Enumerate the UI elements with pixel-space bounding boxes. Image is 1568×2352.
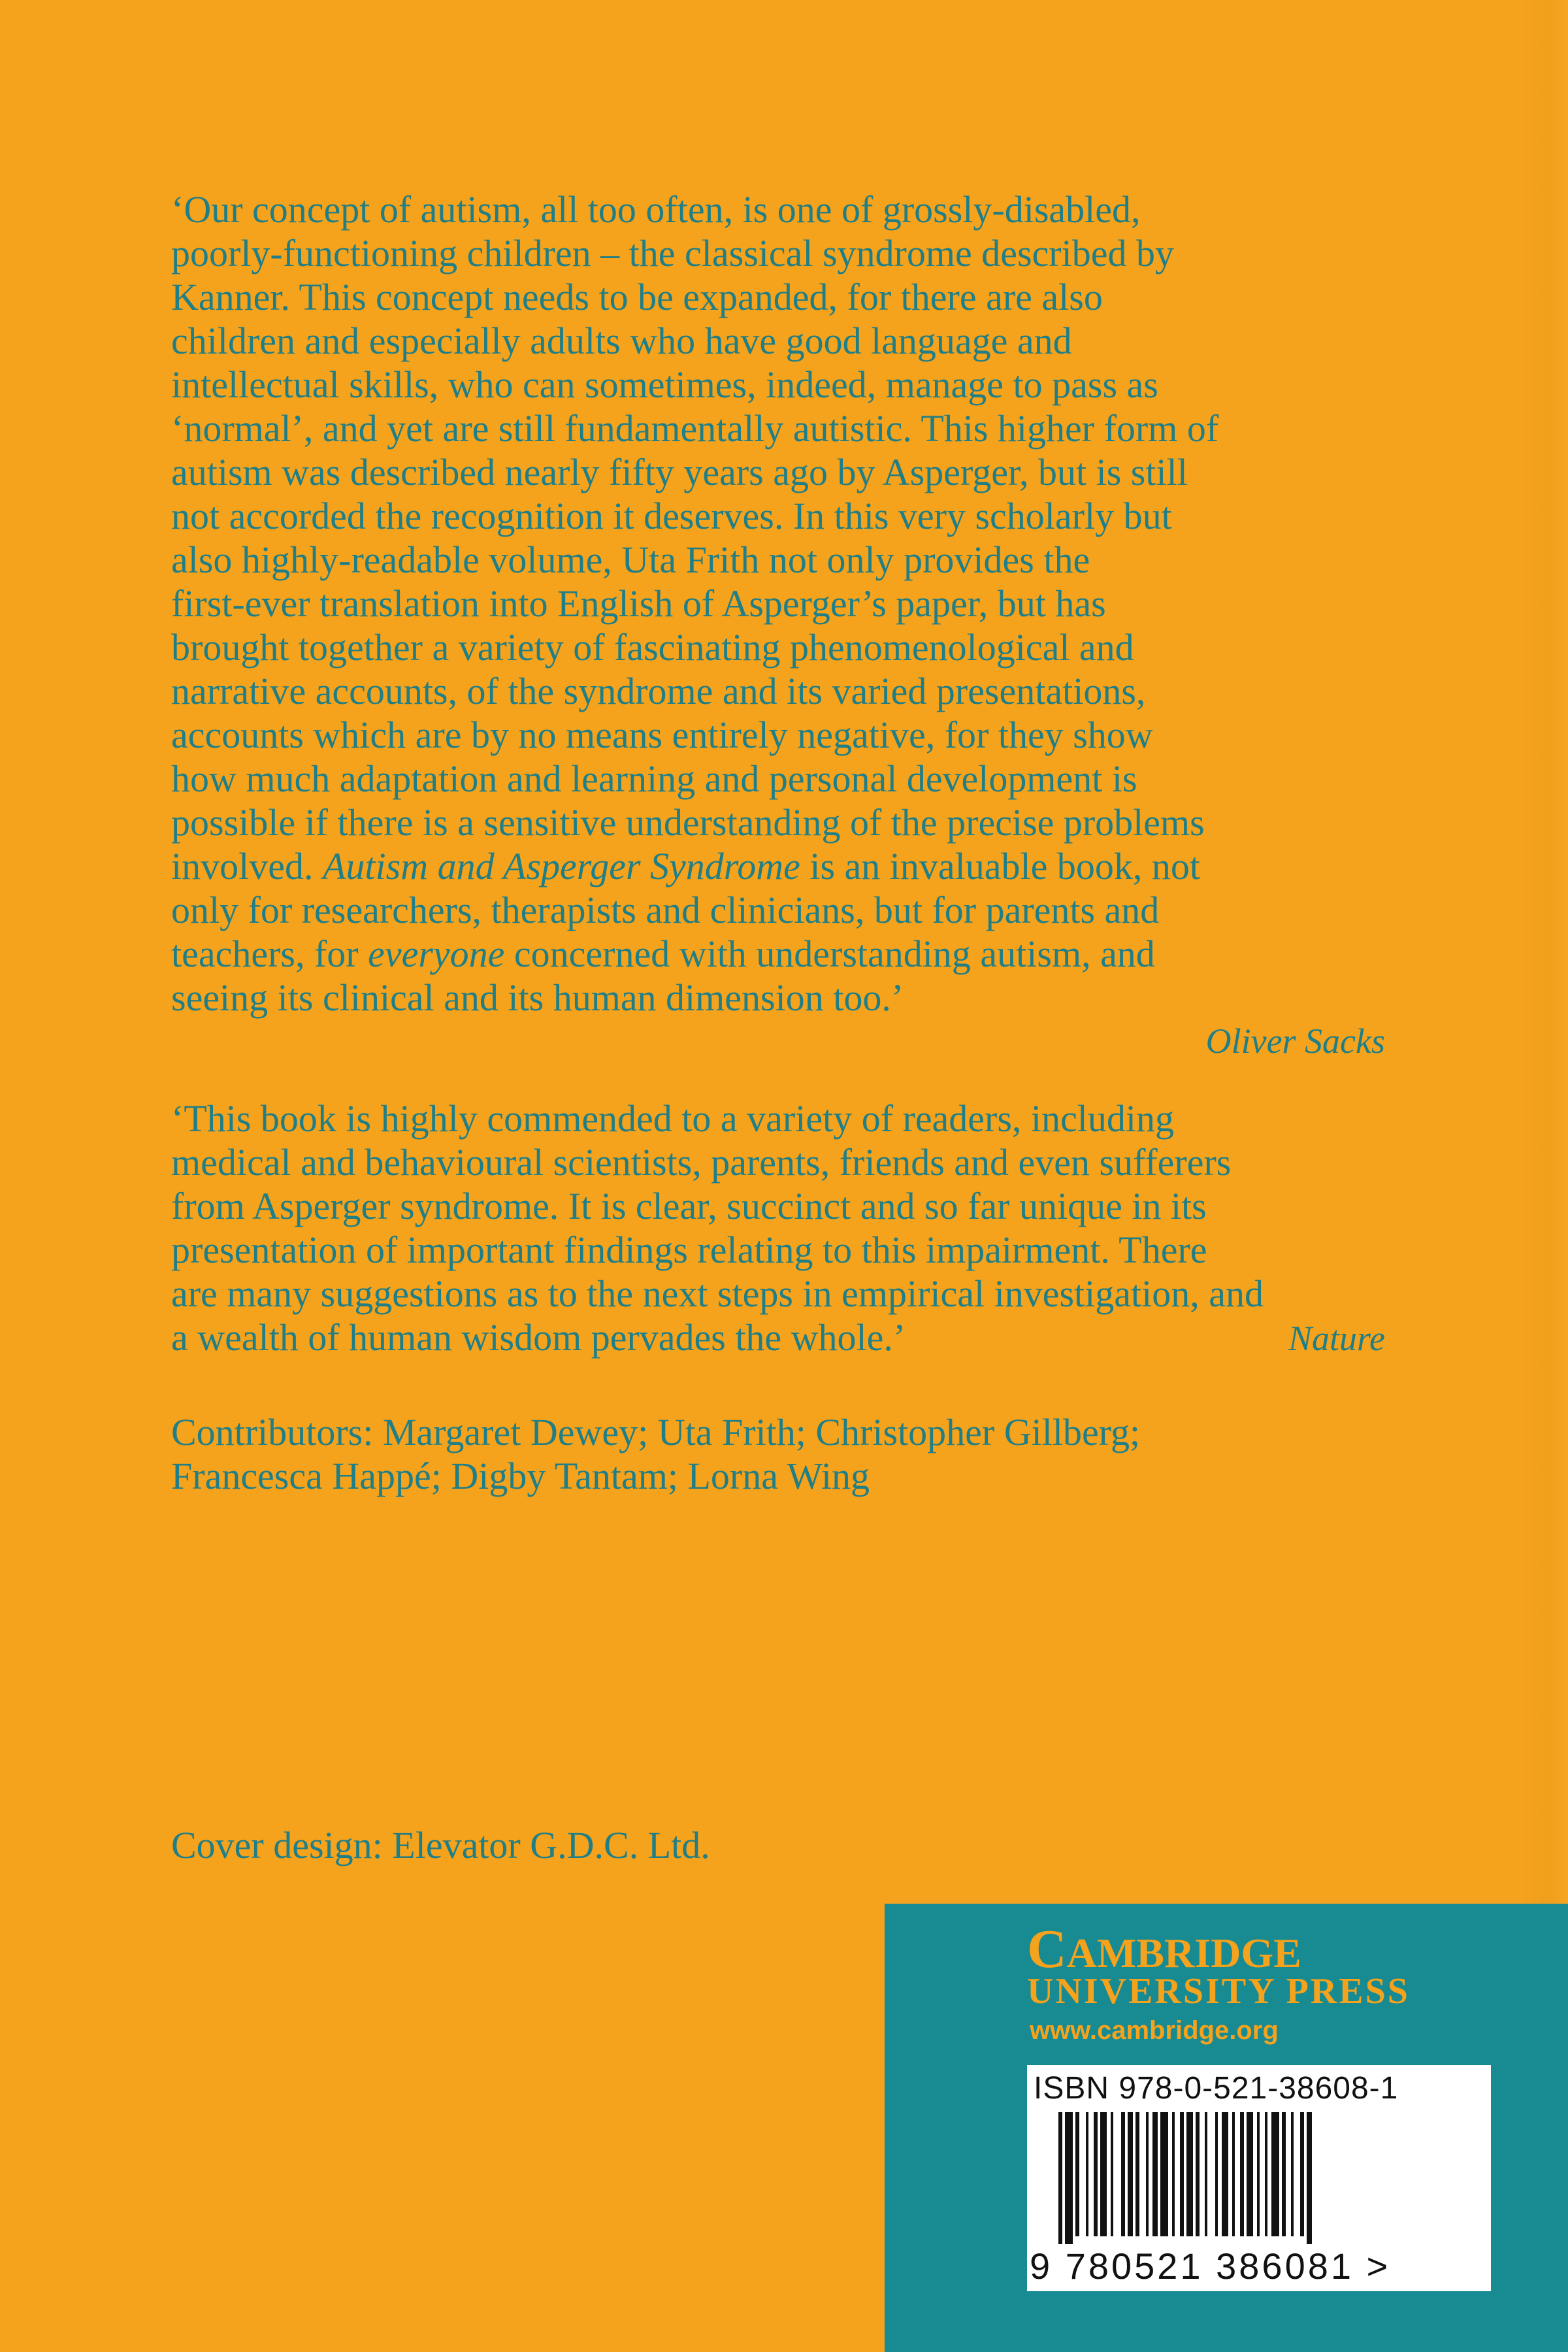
quote-line: only for researchers, therapists and clinicians, but for parents and xyxy=(171,889,1160,931)
quote-line: not accorded the recognition it deserves. In this very scholarly but xyxy=(171,495,1172,537)
quote-line: possible if there is a sensitive understanding of the precise problems xyxy=(171,801,1205,844)
oliver-sacks-quote xyxy=(171,188,1385,1063)
quote-line-pre: teachers, for xyxy=(171,933,368,975)
barcode-bar xyxy=(1271,2112,1279,2236)
barcode-bar xyxy=(1247,2112,1253,2236)
quote-line-post: is an invaluable book, not xyxy=(800,845,1200,887)
quote-line: presentation of important findings relating to this impairment. There xyxy=(171,1229,1207,1271)
barcode-bar xyxy=(1086,2112,1088,2236)
quote-line: ‘Our concept of autism, all too often, is one of grossly-disabled, xyxy=(171,188,1141,231)
quote-line: medical and behavioural scientists, parents, friends and even sufferers xyxy=(171,1141,1232,1184)
quote-text xyxy=(171,188,1385,1019)
quote-line: brought together a variety of fascinating phenomenological and xyxy=(171,626,1134,669)
barcode-bar xyxy=(1152,2112,1158,2236)
barcode-bar xyxy=(1196,2112,1200,2236)
quote-line: also highly-readable volume, Uta Frith not only provides the xyxy=(171,538,1090,581)
barcode-bar xyxy=(1222,2112,1228,2236)
isbn-label: ISBN 978-0-521-38608-1 xyxy=(1034,2071,1399,2106)
barcode xyxy=(1027,2065,1491,2291)
quote-line: children and especially adults who have good language and xyxy=(171,320,1072,362)
barcode-bar xyxy=(1240,2112,1244,2236)
barcode-bar xyxy=(1282,2112,1286,2236)
barcode-bar xyxy=(1257,2112,1260,2236)
quote-line: poorly-functioning children – the classical syndrome described by xyxy=(171,232,1174,274)
barcode-bar xyxy=(1128,2112,1133,2236)
book-title-italic: Autism and Asperger Syndrome xyxy=(322,845,800,887)
barcode-bar xyxy=(1300,2112,1304,2236)
barcode-bar xyxy=(1111,2112,1113,2236)
quote-line: Kanner. This concept needs to be expanded, for there are also xyxy=(171,276,1103,318)
quote-line: a wealth of human wisdom pervades the whole.’ xyxy=(171,1316,906,1359)
barcode-bars xyxy=(1058,2112,1450,2244)
quote-line: ‘normal’, and yet are still fundamentally autistic. This higher form of xyxy=(171,407,1219,450)
barcode-bar xyxy=(1307,2112,1312,2244)
logo-initial: C xyxy=(1027,1919,1067,1979)
barcode-bar xyxy=(1265,2112,1267,2236)
barcode-bar xyxy=(1146,2112,1149,2236)
publisher-panel xyxy=(885,1904,1568,2352)
barcode-bar xyxy=(1160,2112,1168,2236)
quote-attribution: Nature xyxy=(1288,1319,1385,1358)
quote-line: from Asperger syndrome. It is clear, succinct and so far unique in its xyxy=(171,1185,1207,1227)
barcode-bar xyxy=(1094,2112,1098,2236)
quote-attribution: Oliver Sacks xyxy=(1205,1021,1385,1061)
quote-text xyxy=(171,1097,1385,1316)
emphasis-italic: everyone xyxy=(368,933,505,975)
barcode-bar xyxy=(1291,2112,1294,2236)
barcode-bar xyxy=(1100,2112,1107,2236)
quote-line: ‘This book is highly commended to a variety of readers, including xyxy=(171,1097,1175,1140)
barcode-bar xyxy=(1186,2112,1193,2236)
nature-quote xyxy=(171,1097,1385,1361)
cover-design-credit: Cover design: Elevator G.D.C. Ltd. xyxy=(171,1824,710,1866)
quote-line: autism was described nearly fifty years ago by Asperger, but is still xyxy=(171,451,1188,493)
barcode-bar xyxy=(1232,2112,1235,2236)
quote-line: are many suggestions as to the next steps in empirical investigation, and xyxy=(171,1272,1264,1315)
barcode-bar xyxy=(1075,2112,1079,2236)
barcode-bar xyxy=(1135,2112,1139,2236)
contributors-line: Contributors: Margaret Dewey; Uta Frith; Christopher Gillberg; xyxy=(171,1411,1141,1453)
quote-line-post: concerned with understanding autism, and xyxy=(504,933,1155,975)
quote-line: how much adaptation and learning and personal development is xyxy=(171,757,1137,800)
barcode-bar xyxy=(1180,2112,1184,2236)
barcode-bar xyxy=(1215,2112,1218,2236)
publisher-website: www.cambridge.org xyxy=(1030,2016,1279,2045)
barcode-digits: 9 780521 386081 > xyxy=(1030,2245,1391,2287)
quote-line: accounts which are by no means entirely negative, for they show xyxy=(171,714,1153,756)
quote-line: first-ever translation into English of Asperger’s paper, but has xyxy=(171,582,1106,625)
quote-line: seeing its clinical and its human dimension too.’ xyxy=(171,976,904,1019)
barcode-bar xyxy=(1172,2112,1175,2236)
barcode-bar xyxy=(1205,2112,1207,2236)
contributors-line: Francesca Happé; Digby Tantam; Lorna Wing xyxy=(171,1455,870,1497)
barcode-bar xyxy=(1121,2112,1125,2236)
quote-line-pre: involved. xyxy=(171,845,323,887)
publisher-logo-press: UNIVERSITY PRESS xyxy=(1027,1971,1410,2012)
contributors xyxy=(171,1410,1385,1498)
quote-line: intellectual skills, who can sometimes, indeed, manage to pass as xyxy=(171,363,1158,406)
barcode-bar xyxy=(1065,2112,1073,2244)
quote-last-line-row xyxy=(171,1316,1385,1361)
logo-rest: AMBRIDGE xyxy=(1066,1930,1301,1976)
barcode-bar xyxy=(1058,2112,1062,2244)
quote-line: narrative accounts, of the syndrome and its varied presentations, xyxy=(171,670,1146,712)
